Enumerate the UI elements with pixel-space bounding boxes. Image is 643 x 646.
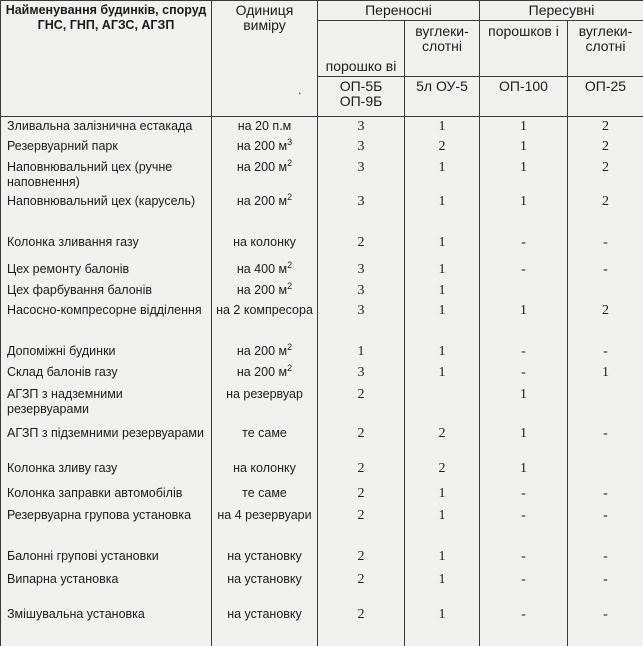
row-value-2: 1: [405, 484, 480, 507]
row-value-3: 1: [480, 385, 568, 424]
row-value-2: 1: [405, 506, 480, 547]
row-unit: [212, 301, 318, 342]
row-value-4: -: [568, 506, 643, 547]
row-value-4: -: [568, 233, 643, 260]
row-value-3: -: [480, 233, 568, 260]
row-value-1: 3: [318, 260, 405, 281]
row-unit-text: на 200 м: [236, 159, 288, 174]
row-unit-text: на 200 м: [236, 364, 288, 379]
row-value-3: -: [480, 506, 568, 547]
row-unit: [212, 506, 318, 547]
row-unit: [212, 342, 318, 363]
row-unit: [212, 547, 318, 570]
code-co2-portable: 5л ОУ-5: [405, 77, 480, 117]
row-value-1: 3: [318, 158, 405, 193]
row-unit: [212, 424, 318, 459]
row-value-4: 2: [568, 158, 643, 193]
row-value-1: 1: [318, 342, 405, 363]
row-unit: [212, 233, 318, 260]
table-row: [1, 459, 643, 484]
row-name: Наповнювальний цех (карусель): [1, 192, 212, 233]
table-row: [1, 363, 643, 386]
row-value-1: 3: [318, 192, 405, 233]
row-unit: [212, 158, 318, 193]
row-unit: [212, 281, 318, 302]
row-value-2: 2: [405, 137, 480, 158]
table-row: [1, 137, 643, 158]
row-value-4: -: [568, 484, 643, 507]
table-row: [1, 424, 643, 459]
code-co2-mobile: ОП-25: [568, 77, 643, 117]
row-value-4: -: [568, 424, 643, 459]
row-unit-text: на 200 м: [236, 282, 288, 297]
table-row: [1, 301, 643, 342]
row-value-1: 2: [318, 385, 405, 424]
row-unit-superscript: 2: [287, 157, 293, 168]
row-value-2: [405, 385, 480, 424]
row-unit-text: на установку: [227, 606, 302, 621]
row-unit-superscript: 2: [287, 342, 293, 353]
row-value-4: [568, 385, 643, 424]
row-unit: [212, 192, 318, 233]
row-name: Резервуарна групова установка: [1, 506, 212, 547]
row-value-4: [568, 459, 643, 484]
row-name: Резервуарний парк: [1, 137, 212, 158]
table-row: [1, 233, 643, 260]
row-unit: [212, 484, 318, 507]
row-unit-text: на 200 м: [236, 139, 288, 154]
row-unit-text: на 2 компресора: [216, 303, 313, 318]
table-row: [1, 506, 643, 547]
row-value-2: 1: [405, 301, 480, 342]
row-unit: [212, 605, 318, 646]
row-value-2: 1: [405, 363, 480, 386]
row-value-3: 1: [480, 137, 568, 158]
row-value-3: -: [480, 363, 568, 386]
row-value-4: -: [568, 570, 643, 605]
row-name: АГЗП з надземними резервуарами: [1, 385, 212, 424]
row-unit-superscript: 2: [287, 260, 293, 270]
table-row: [1, 260, 643, 281]
row-value-2: 1: [405, 233, 480, 260]
row-value-4: 2: [568, 301, 643, 342]
row-unit: [212, 137, 318, 158]
row-name: Змішувальна установка: [1, 605, 212, 646]
row-unit-text: на колонку: [233, 461, 296, 476]
row-value-1: 2: [318, 459, 405, 484]
row-value-2: 1: [405, 605, 480, 646]
row-value-2: 2: [405, 459, 480, 484]
row-value-1: 3: [318, 301, 405, 342]
row-value-1: 2: [318, 570, 405, 605]
row-value-1: 3: [318, 281, 405, 302]
row-value-2: 1: [405, 260, 480, 281]
row-unit: [212, 385, 318, 424]
row-name: Колонка зливу газу: [1, 459, 212, 484]
row-value-4: -: [568, 342, 643, 363]
table-row: [1, 117, 643, 138]
row-unit: [212, 260, 318, 281]
row-value-2: 1: [405, 342, 480, 363]
table-row: [1, 158, 643, 193]
row-value-1: 2: [318, 424, 405, 459]
row-name: Цех ремонту балонів: [1, 260, 212, 281]
row-unit-superscript: 3: [287, 137, 293, 147]
row-name: Колонка зливання газу: [1, 233, 212, 260]
row-value-2: 2: [405, 424, 480, 459]
row-value-1: 2: [318, 484, 405, 507]
row-value-1: 3: [318, 117, 405, 138]
table-row: [1, 484, 643, 507]
row-name: Випарна установка: [1, 570, 212, 605]
row-unit-text: на 200 м: [236, 344, 288, 359]
row-value-1: 2: [318, 506, 405, 547]
row-value-3: 1: [480, 459, 568, 484]
row-unit-text: на 200 м: [236, 194, 288, 209]
row-unit: [212, 117, 318, 138]
row-value-4: 1: [568, 363, 643, 386]
header-co2-mobile: вуглеки-слотні: [568, 21, 643, 77]
row-value-1: 3: [318, 363, 405, 386]
row-unit-text: на установку: [227, 549, 302, 564]
row-value-3: -: [480, 342, 568, 363]
row-name: Цех фарбування балонів: [1, 281, 212, 302]
row-value-4: -: [568, 547, 643, 570]
row-name: Наповнювальний цех (ручне наповнення): [1, 158, 212, 193]
row-name: Зливальна залізнична естакада: [1, 117, 212, 138]
row-value-2: 1: [405, 192, 480, 233]
header-name: Найменування будинків, споруд ГНС, ГНП, АГЗС, АГЗП: [1, 1, 212, 117]
row-value-2: 1: [405, 547, 480, 570]
table-row: [1, 342, 643, 363]
row-name: Колонка заправки автомобілів: [1, 484, 212, 507]
row-value-4: 2: [568, 117, 643, 138]
row-value-1: 2: [318, 233, 405, 260]
row-unit-text: те саме: [242, 485, 287, 500]
row-value-3: 1: [480, 424, 568, 459]
row-value-4: -: [568, 260, 643, 281]
row-unit-superscript: 2: [287, 192, 293, 203]
row-value-2: 1: [405, 158, 480, 193]
row-value-3: -: [480, 484, 568, 507]
header-mobile: Пересувні: [480, 1, 643, 21]
row-value-3: -: [480, 605, 568, 646]
row-name: Допоміжні будинки: [1, 342, 212, 363]
row-value-3: -: [480, 570, 568, 605]
row-value-1: 2: [318, 547, 405, 570]
row-value-3: 1: [480, 192, 568, 233]
row-value-4: 2: [568, 137, 643, 158]
row-unit-text: те саме: [242, 426, 287, 441]
row-unit-text: на колонку: [233, 235, 296, 250]
row-name: Насосно-компресорне відділення: [1, 301, 212, 342]
row-value-3: -: [480, 547, 568, 570]
row-name: Балонні групові установки: [1, 547, 212, 570]
row-value-2: 1: [405, 117, 480, 138]
row-unit-text: на резервуар: [226, 387, 303, 402]
row-unit-text: на установку: [227, 571, 302, 586]
code-powder-portable: ОП-5Б ОП-9Б: [318, 77, 405, 117]
row-unit-text: на 20 п.м: [237, 119, 292, 133]
row-unit: [212, 459, 318, 484]
row-unit: [212, 570, 318, 605]
table-body: [1, 117, 643, 646]
row-value-1: 3: [318, 137, 405, 158]
table-row: [1, 570, 643, 605]
row-value-2: 1: [405, 281, 480, 302]
table-row: [1, 281, 643, 302]
table-row: [1, 192, 643, 233]
row-value-3: 1: [480, 301, 568, 342]
row-name: АГЗП з підземними резервуарами: [1, 424, 212, 459]
row-value-3: [480, 281, 568, 302]
table-row: [1, 605, 643, 646]
header-co2-portable: вуглеки-слотні: [405, 21, 480, 77]
row-value-4: 2: [568, 192, 643, 233]
row-unit-text: на 400 м: [236, 262, 288, 277]
row-name: Склад балонів газу: [1, 363, 212, 386]
row-value-2: 1: [405, 570, 480, 605]
table-row: [1, 385, 643, 424]
row-unit-superscript: 2: [287, 362, 293, 373]
row-unit: [212, 363, 318, 386]
header-powder-portable: порошко ві: [318, 21, 405, 77]
stray-dot: .: [298, 83, 302, 97]
table-row: [1, 547, 643, 570]
row-unit-superscript: 2: [287, 280, 293, 291]
row-value-4: -: [568, 605, 643, 646]
row-value-3: 1: [480, 117, 568, 138]
row-value-4: [568, 281, 643, 302]
row-unit-text: на 4 резервуари: [217, 508, 312, 523]
row-value-3: -: [480, 260, 568, 281]
row-value-1: 2: [318, 605, 405, 646]
row-value-3: 1: [480, 158, 568, 193]
code-powder-mobile: ОП-100: [480, 77, 568, 117]
header-unit: Одиниця виміру: [212, 1, 318, 117]
header-portable: Переносні: [318, 1, 480, 21]
header-powder-mobile: порошков і: [480, 21, 568, 77]
